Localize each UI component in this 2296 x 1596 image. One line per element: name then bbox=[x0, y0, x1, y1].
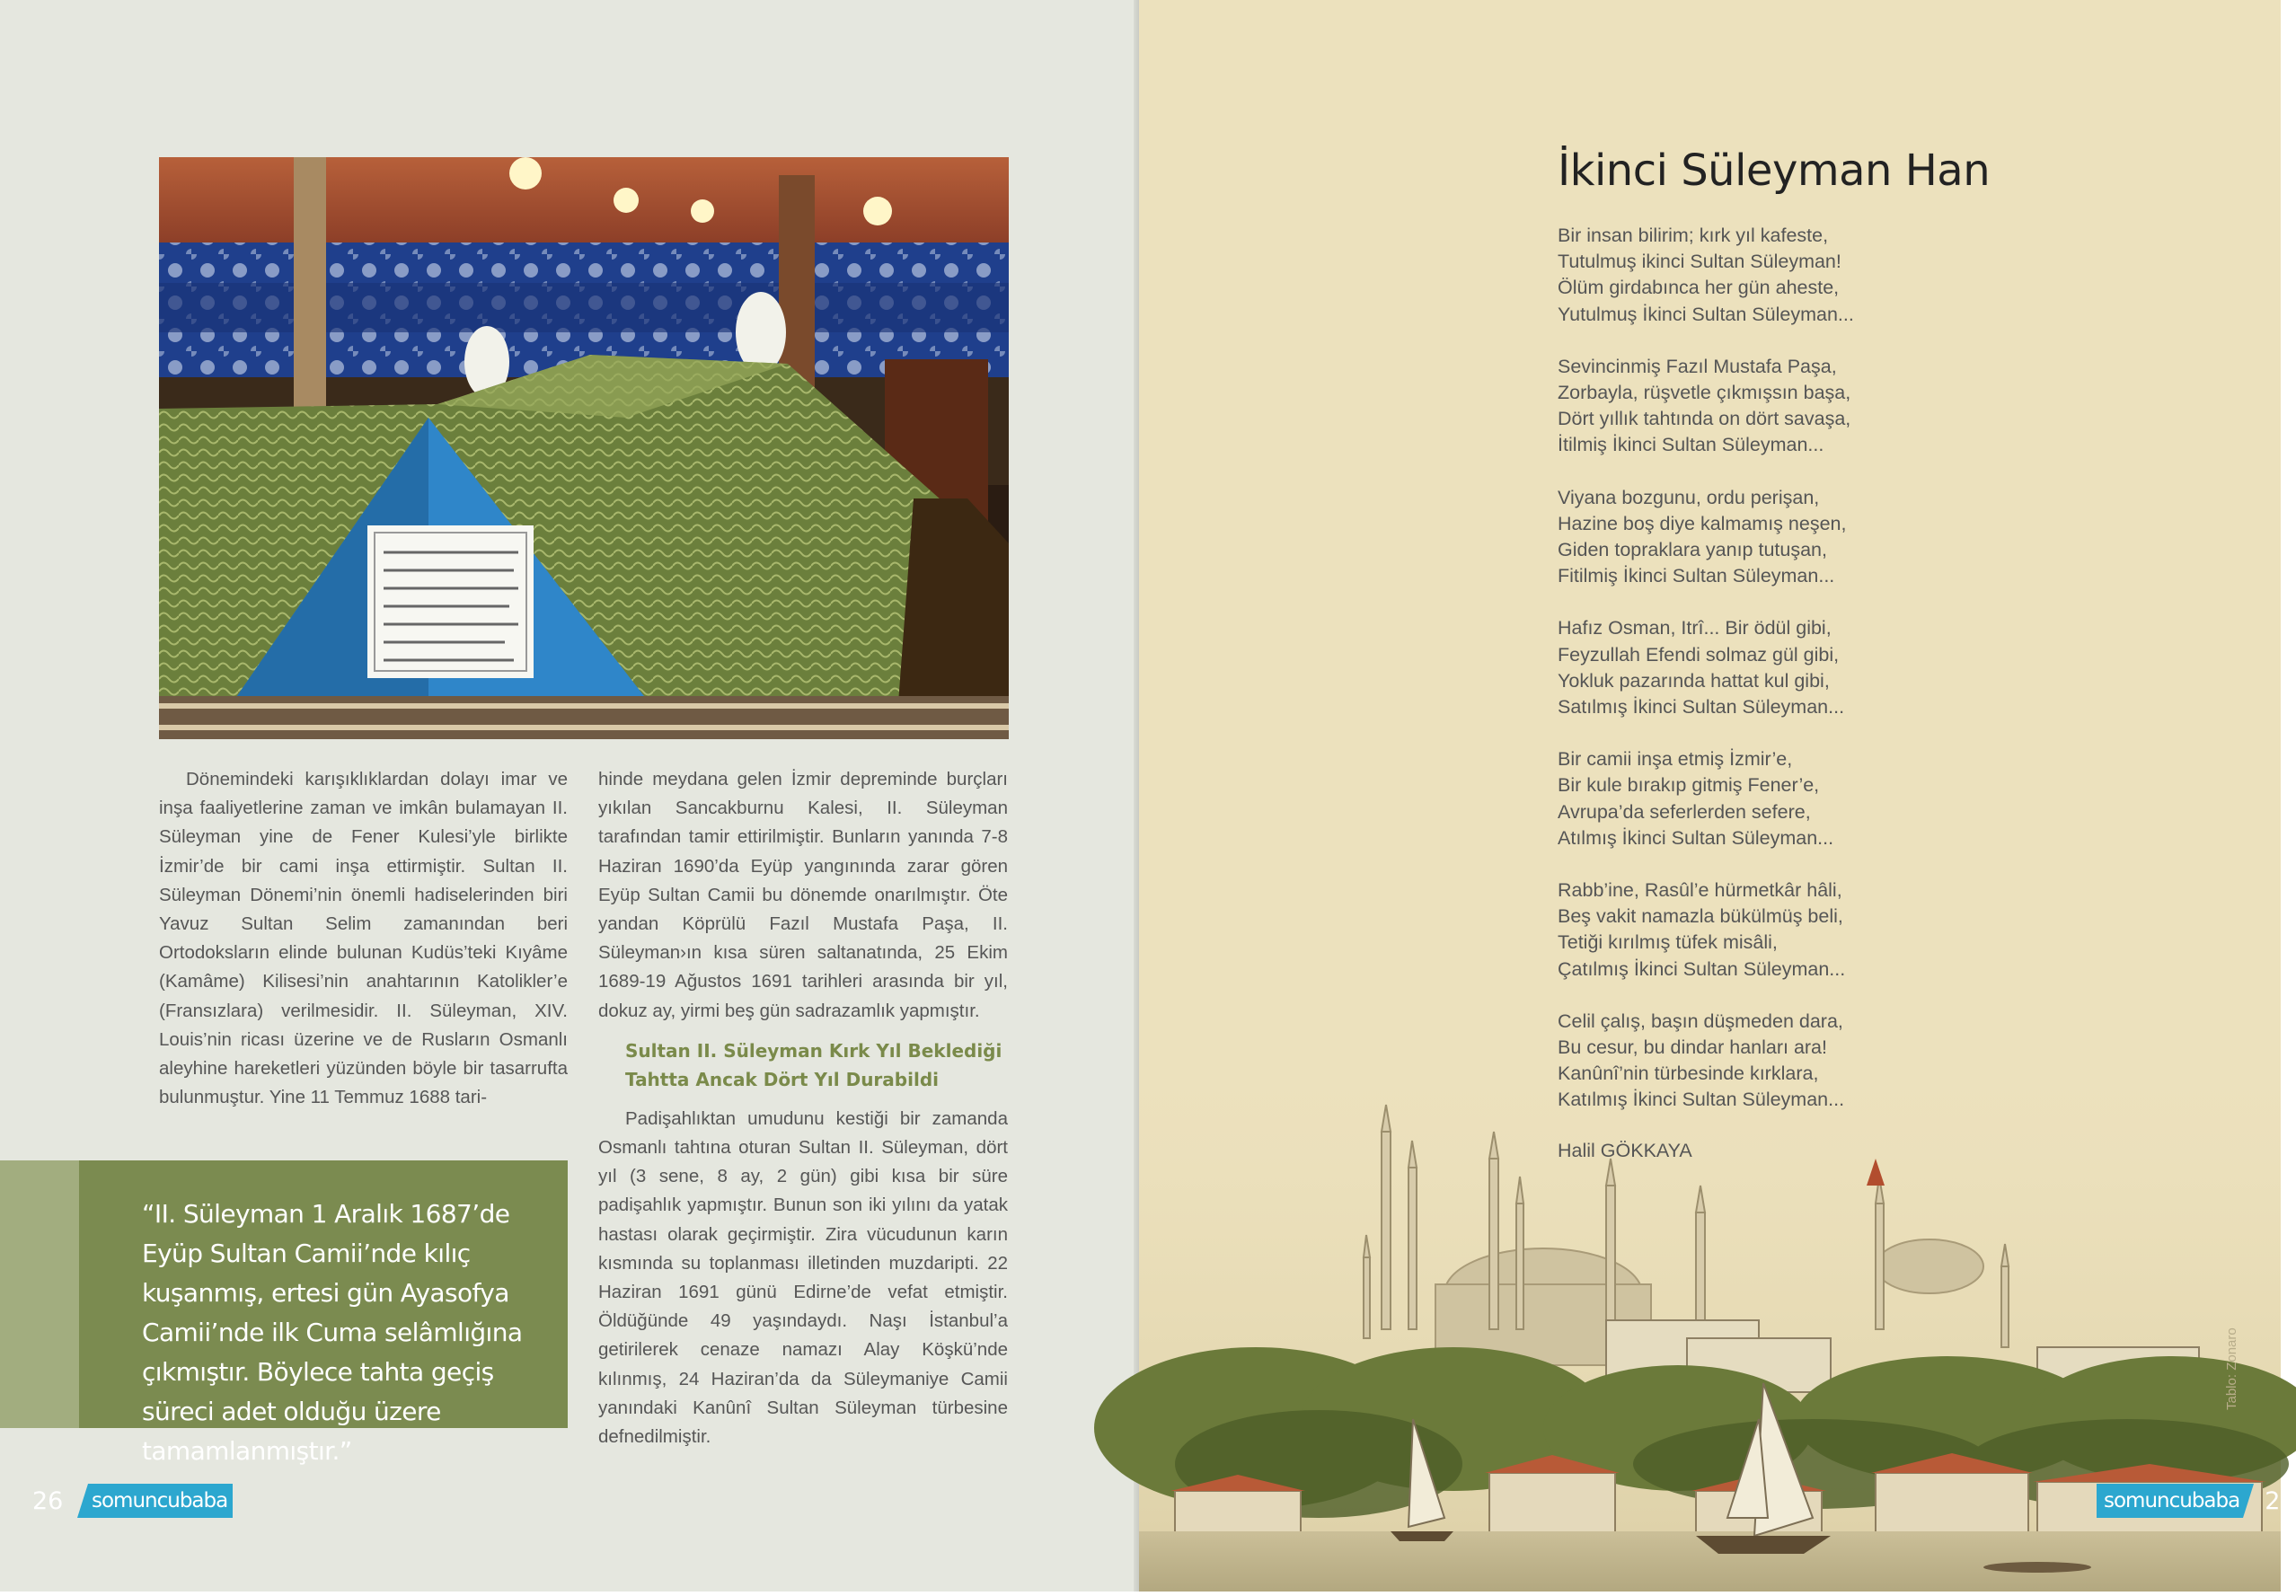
poem-line: İtilmiş İkinci Sultan Süleyman... bbox=[1558, 434, 1824, 456]
poem-stanza bbox=[1558, 746, 2007, 851]
left-page bbox=[0, 0, 1139, 1592]
subheading-line-2: Tahtta Ancak Dört Yıl Durabildi bbox=[625, 1068, 939, 1090]
brand-tab-edge bbox=[77, 1484, 88, 1518]
poem-line: Giden topraklara yanıp tutuşan, bbox=[1558, 539, 1827, 561]
poem-line: Satılmış İkinci Sultan Süleyman... bbox=[1558, 696, 1845, 719]
poem-line: Bir kule bırakıp gitmiş Fener’e, bbox=[1558, 774, 1820, 797]
poem-line: Avrupa’da seferlerden sefere, bbox=[1558, 800, 1811, 823]
page-number: 26 bbox=[32, 1486, 64, 1515]
poem-line: Ölüm girdabınca her gün aheste, bbox=[1558, 277, 1840, 299]
poem bbox=[1558, 223, 2007, 1140]
page-footer-left bbox=[32, 1484, 233, 1518]
poem-line: Celil çalış, başın düşmeden dara, bbox=[1558, 1010, 1843, 1032]
poem-stanza bbox=[1558, 485, 2007, 590]
subheading-line-1: Sultan II. Süleyman Kırk Yıl Beklediği bbox=[625, 1039, 1002, 1062]
pull-quote-box bbox=[79, 1160, 568, 1466]
right-page bbox=[1139, 0, 2296, 1592]
quote-accent-strip bbox=[0, 1160, 79, 1428]
image-caption: Tablo: Zonaro bbox=[2224, 1327, 2239, 1410]
article-subheading bbox=[625, 1036, 1008, 1094]
poem-line: Katılmış İkinci Sultan Süleyman... bbox=[1558, 1089, 1845, 1111]
poem-line: Rabb’ine, Rasûl’e hürmetkâr hâli, bbox=[1558, 879, 1842, 902]
article-paragraph: Padişahlıktan umudunu kestiği bir zamanda Osmanlı tahtına oturan Sultan II. Süleyman, dört yıl (3 sene, 8 ay, 2 gün) gibi kısa bir süre padişahlık yapmıştır. Bunun son iki yılını da yatak hastası olarak geçirmiştir. Zira vücudunun karın kısmında su toplanması illetinden muzdaripti. 22 Haziran 1691 günü Edirne’de vefat etmiştir. Öldüğünde 49 yaşındaydı. Naşı İstanbul’a getirilerek cenaze namazı Alay Köşkü’nde kılınmış, 24 Haziran’da da Süleymaniye Camii yanındaki Kanûnî Sultan Süleyman türbesine defnedilmiştir. bbox=[598, 1107, 1008, 1448]
poem-line: Kanûnî’nin türbesinde kırklara, bbox=[1558, 1063, 1819, 1085]
brand-label: somuncubaba bbox=[88, 1484, 233, 1518]
poem-line: Yutulmuş İkinci Sultan Süleyman... bbox=[1558, 303, 1854, 325]
tomb-photo bbox=[159, 157, 1009, 739]
poem-author: Halil GÖKKAYA bbox=[1558, 1140, 1692, 1161]
poem-line: Tutulmuş ikinci Sultan Süleyman! bbox=[1558, 251, 1841, 273]
poem-line: Feyzullah Efendi solmaz gül gibi, bbox=[1558, 643, 1840, 666]
poem-line: Dört yıllık tahtında on dört savaşa, bbox=[1558, 408, 1851, 430]
poem-stanza bbox=[1558, 354, 2007, 459]
article-paragraph: Dönemindeki karışıklıklardan dolayı imar ve inşa faaliyetlerine zaman ve imkân bulamayan II. Süleyman yine de Fener Kulesi’yle birlikte İzmir’de bir cami inşa ettirmiştir. Sultan II. Süleyman Dönemi’nin önemli hadiselerinden biri Yavuz Sultan Selim zamanından beri Ortodoksların elinde bulunan Kudüs’teki Kıyâme (Kamâme) Kilisesi’nin anahtarının Katolikler’e (Fransızlara) verilmesidir. II. Süleyman, XIV. Louis’nin ricası üzerine ve de Rusların Osmanlı aleyhine hareketleri yüzünden böyle bir tasarrufta bulunmuştur. Yine 11 Temmuz 1688 tari- bbox=[159, 769, 568, 1108]
poem-line: Viyana bozgunu, ordu perişan, bbox=[1558, 486, 1820, 508]
poem-line: Bir insan bilirim; kırk yıl kafeste, bbox=[1558, 225, 1829, 246]
article-column-1 bbox=[159, 765, 568, 1112]
poem-stanza bbox=[1558, 1009, 2007, 1114]
brand-label: somuncubaba bbox=[2097, 1484, 2243, 1518]
poem-line: Hafız Osman, Itrî... Bir ödül gibi, bbox=[1558, 617, 1832, 639]
poem-stanza bbox=[1558, 877, 2007, 983]
poem-line: Fitilmiş İkinci Sultan Süleyman... bbox=[1558, 565, 1835, 587]
page-number: 27 bbox=[2265, 1486, 2296, 1515]
article-paragraph: hinde meydana gelen İzmir depreminde burçları yıkılan Sancakburnu Kalesi, II. Süleyman tarafından tamir ettirilmiştir. Bunların yanında 7-8 Haziran 1690’da Eyüp yangınında zarar gören Eyüp Sultan Camii bu dönemde onarılmıştır. Öte yandan Köprülü Fazıl Mustafa Paşa, II. Süleyman›ın kısa süren saltanatında, 25 Ekim 1689-19 Ağustos 1691 tarihleri arasında bir yıl, dokuz ay, yirmi beş gün sadrazamlık yapmıştır. bbox=[598, 769, 1008, 1021]
poem-line: Tetiği kırılmış tüfek misâli, bbox=[1558, 931, 1778, 954]
poem-line: Sevincinmiş Fazıl Mustafa Paşa, bbox=[1558, 355, 1837, 377]
poem-title: İkinci Süleyman Han bbox=[1558, 145, 1991, 196]
poem-line: Hazine boş diye kalmamış neşen, bbox=[1558, 512, 1847, 534]
pull-quote-text: “II. Süleyman 1 Aralık 1687’de Eyüp Sultan Camii’nde kılıç kuşanmış, ertesi gün Ayasofya Camii’nde ilk Cuma selâmlığına çıkmıştır. Böylece tahta geçiş süreci adet olduğu üzere tamamlanmıştır.” bbox=[142, 1199, 523, 1466]
poem-line: Çatılmış İkinci Sultan Süleyman... bbox=[1558, 957, 1846, 980]
poem-stanza bbox=[1558, 223, 2007, 328]
poem-line: Yokluk pazarında hattat kul gibi, bbox=[1558, 669, 1830, 692]
poem-stanza bbox=[1558, 615, 2007, 720]
poem-line: Zorbayla, rüşvetle çıkmışsın başa, bbox=[1558, 382, 1851, 404]
poem-line: Beş vakit namazla bükülmüş beli, bbox=[1558, 905, 1843, 928]
poem-line: Bu cesur, bu dindar hanları ara! bbox=[1558, 1036, 1827, 1059]
poem-line: Atılmış İkinci Sultan Süleyman... bbox=[1558, 826, 1834, 849]
poem-line: Bir camii inşa etmiş İzmir’e, bbox=[1558, 748, 1793, 771]
page-footer-right bbox=[2097, 1484, 2296, 1518]
brand-tab-edge bbox=[2243, 1484, 2254, 1518]
article-column-2 bbox=[598, 765, 1008, 1451]
